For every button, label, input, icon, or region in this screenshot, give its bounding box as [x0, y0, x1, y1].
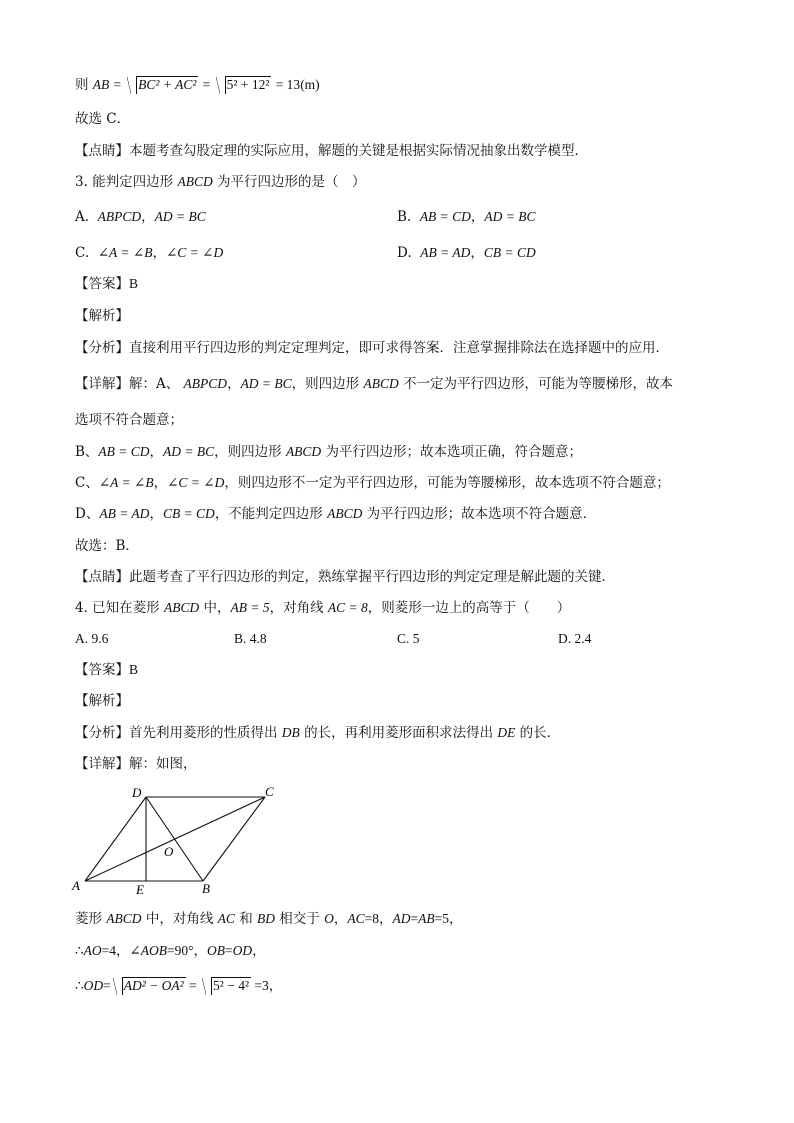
- text: ，: [152, 245, 166, 261]
- text: ，则四边形: [291, 376, 364, 392]
- note-text: 此题考查了平行四边形的判定，熟练掌握平行四边形的判定定理是解此题的关键．: [129, 569, 615, 585]
- choice-line: 故选 C．: [75, 111, 131, 127]
- math: AB = AD: [420, 245, 471, 260]
- math: ∠C = ∠D: [165, 245, 224, 260]
- text: =90°，: [167, 943, 208, 958]
- text: D、: [75, 506, 100, 522]
- text: ，: [252, 943, 266, 959]
- comment-line: [75, 142, 588, 160]
- math: ABCD: [327, 506, 363, 521]
- math: DE: [497, 725, 516, 740]
- question-4-analysis-tag: 【解析】: [75, 693, 129, 709]
- math: ABCD: [106, 911, 142, 926]
- question-3-option-d: [397, 244, 536, 262]
- text: 为平行四边形；故本选项正确，符合题意；: [321, 444, 582, 460]
- question-4-option-c: C. 5: [397, 631, 420, 646]
- math: OB: [207, 943, 226, 958]
- note-tag: 【点睛】: [75, 569, 129, 585]
- text: ，不能判定四边形: [214, 506, 328, 522]
- question-3-option-c: [75, 244, 223, 262]
- question-3-option-a: [75, 208, 206, 226]
- question-3-detail-d: [75, 505, 596, 523]
- text: =: [103, 978, 111, 993]
- question-4-step-2: [75, 942, 266, 960]
- option-label: B.: [397, 209, 412, 225]
- point-label-b: B: [202, 881, 210, 896]
- math: CD: [122, 209, 142, 224]
- unit: (m): [300, 77, 320, 92]
- option-label: C.: [75, 245, 90, 261]
- text: =: [185, 978, 201, 993]
- point-label-d: D: [132, 785, 142, 800]
- question-3-detail-b: [75, 443, 582, 461]
- text: ，则四边形不一定为平行四边形，可能为等腰梯形，故本选项不符合题意；: [224, 475, 670, 491]
- text: ，: [153, 475, 168, 491]
- math: AD = BC: [154, 209, 206, 224]
- text: ，对角线: [269, 600, 328, 616]
- math: DB: [281, 725, 300, 740]
- question-3-note: [75, 568, 615, 586]
- answer-tag: 【答案】: [75, 662, 129, 678]
- math: BD: [257, 911, 275, 926]
- math: AB = CD: [98, 444, 150, 459]
- math: ∠A = ∠B: [98, 475, 154, 490]
- question-3-detail-line-1: [75, 375, 673, 393]
- option-label: A.: [75, 209, 90, 225]
- math: AB = 5: [230, 600, 270, 615]
- math: OD: [232, 943, 253, 958]
- math: CB = CD: [162, 506, 215, 521]
- math: AB = AD: [99, 506, 150, 521]
- math: AB: [418, 911, 435, 926]
- question-3-answer: [75, 275, 138, 293]
- text: 解：A、: [129, 376, 180, 392]
- math: ∠A = ∠B: [97, 245, 153, 260]
- comment-tag: 【点睛】: [75, 143, 129, 159]
- text: ，: [141, 209, 155, 225]
- text: B、: [75, 444, 99, 460]
- question-4-answer: [75, 661, 138, 679]
- text: 3. 能判定四边形: [75, 174, 178, 190]
- question-3-stem: [75, 173, 366, 191]
- text: 4. 已知在菱形: [75, 600, 164, 616]
- math: ∠C = ∠D: [167, 475, 225, 490]
- math: ABCD: [363, 376, 399, 391]
- text: ∴: [75, 978, 84, 994]
- sqrt-expression: [127, 76, 198, 94]
- text: 和: [234, 911, 257, 927]
- math: AOB: [140, 943, 168, 958]
- detail-tag: 【详解】: [75, 756, 129, 772]
- radicand: 5² + 12²: [226, 77, 270, 92]
- question-4-step-1: [75, 910, 462, 928]
- radicand: AD² − OA²: [123, 978, 184, 993]
- text: 首先利用菱形的性质得出: [129, 725, 282, 741]
- text: 中，对角线: [141, 911, 218, 927]
- text: 菱形: [75, 911, 107, 927]
- question-3-fenxi: [75, 339, 669, 357]
- comment-text: 本题考查勾股定理的实际应用，解题的关键是根据实际情况抽象出数学模型．: [129, 143, 588, 159]
- question-4-fenxi: [75, 724, 560, 742]
- math: AD = BC: [163, 444, 215, 459]
- math: CD: [208, 376, 228, 391]
- math: AB: [183, 376, 201, 391]
- math: AB: [97, 209, 115, 224]
- radicand: 5² − 4²: [213, 978, 250, 993]
- question-3-option-b: [397, 208, 536, 226]
- question-3-choose: 故选：B．: [75, 538, 139, 554]
- question-4-stem: [75, 599, 570, 617]
- text: 不一定为平行四边形，可能为等腰梯形，故本: [398, 376, 674, 392]
- answer-tag: 【答案】: [75, 276, 129, 292]
- sqrt-expression: [113, 977, 186, 995]
- rhombus-figure: [60, 780, 300, 900]
- text: ，: [149, 444, 164, 460]
- answer-value: B: [129, 276, 139, 291]
- text: C、: [75, 475, 99, 491]
- pythagoras-result-line: [75, 76, 320, 94]
- text: 为平行四边形的是（ ）: [212, 174, 366, 190]
- math: AC: [217, 911, 235, 926]
- text: 则: [75, 77, 89, 93]
- math: AD = BC: [484, 209, 536, 224]
- fenxi-tag: 【分析】: [75, 340, 129, 356]
- text: 为平行四边形；故本选项不符合题意．: [362, 506, 597, 522]
- text: ，则菱形一边上的高等于（ ）: [367, 600, 571, 616]
- detail-tag: 【详解】: [75, 376, 129, 392]
- side-da: [85, 797, 146, 881]
- question-4-step-3: [75, 977, 282, 995]
- text: =3，: [251, 978, 283, 993]
- diagonal-bd: [146, 797, 203, 881]
- text: ∴: [75, 943, 84, 959]
- sqrt-expression: [216, 76, 272, 94]
- text: ，: [470, 245, 484, 261]
- math: O: [324, 911, 334, 926]
- text: ，则四边形: [214, 444, 286, 460]
- text: 相交于: [275, 911, 325, 927]
- math: AB = CD: [419, 209, 471, 224]
- point-label-e: E: [136, 882, 144, 897]
- question-4-detail: [75, 755, 197, 773]
- math: AC: [347, 911, 365, 926]
- radicand: BC² + AC²: [138, 77, 197, 92]
- text: ，: [227, 376, 241, 392]
- text: ，: [470, 209, 485, 225]
- sqrt-expression: [202, 977, 251, 995]
- math: =: [202, 77, 214, 92]
- math: ABCD: [177, 174, 213, 189]
- text: =8，: [364, 911, 393, 926]
- detail-text: 解：如图，: [129, 756, 197, 772]
- fenxi-text: 直接利用平行四边形的判定定理判定，即可求得答案．注意掌握排除法在选择题中的应用．: [129, 340, 669, 356]
- text: =4，∠: [101, 943, 141, 958]
- side-bc: [203, 797, 265, 881]
- question-3-detail-line-1-cont: 选项不符合题意；: [75, 412, 183, 428]
- text: 中，: [199, 600, 231, 616]
- text: ，: [149, 506, 163, 522]
- math: CB = CD: [483, 245, 536, 260]
- math: ABCD: [285, 444, 322, 459]
- math: P: [200, 376, 209, 391]
- question-4-option-d: D. 2.4: [558, 631, 592, 646]
- question-3-detail-c: [75, 474, 670, 492]
- math: AB =: [92, 77, 126, 92]
- option-label: D.: [397, 245, 412, 261]
- math: AO: [83, 943, 102, 958]
- math: = 13: [275, 77, 301, 92]
- text: =: [225, 943, 233, 958]
- answer-value: B: [129, 662, 139, 677]
- text: 的长．: [515, 725, 561, 741]
- math: AD = BC: [240, 376, 292, 391]
- point-label-o: O: [164, 844, 174, 859]
- point-label-c: C: [265, 784, 274, 799]
- text: =: [410, 911, 419, 926]
- point-label-a: A: [72, 878, 80, 893]
- math: AC = 8: [327, 600, 368, 615]
- fenxi-tag: 【分析】: [75, 725, 129, 741]
- text: =5，: [434, 911, 463, 926]
- question-4-option-a: A. 9.6: [75, 631, 109, 646]
- question-3-analysis-tag: 【解析】: [75, 308, 129, 324]
- math: P: [114, 209, 123, 224]
- text: 的长，再利用菱形面积求法得出: [299, 725, 498, 741]
- text: ，: [333, 911, 348, 927]
- math: OD: [83, 978, 104, 993]
- math: ABCD: [163, 600, 200, 615]
- question-4-option-b: B. 4.8: [234, 631, 267, 646]
- math: AD: [392, 911, 411, 926]
